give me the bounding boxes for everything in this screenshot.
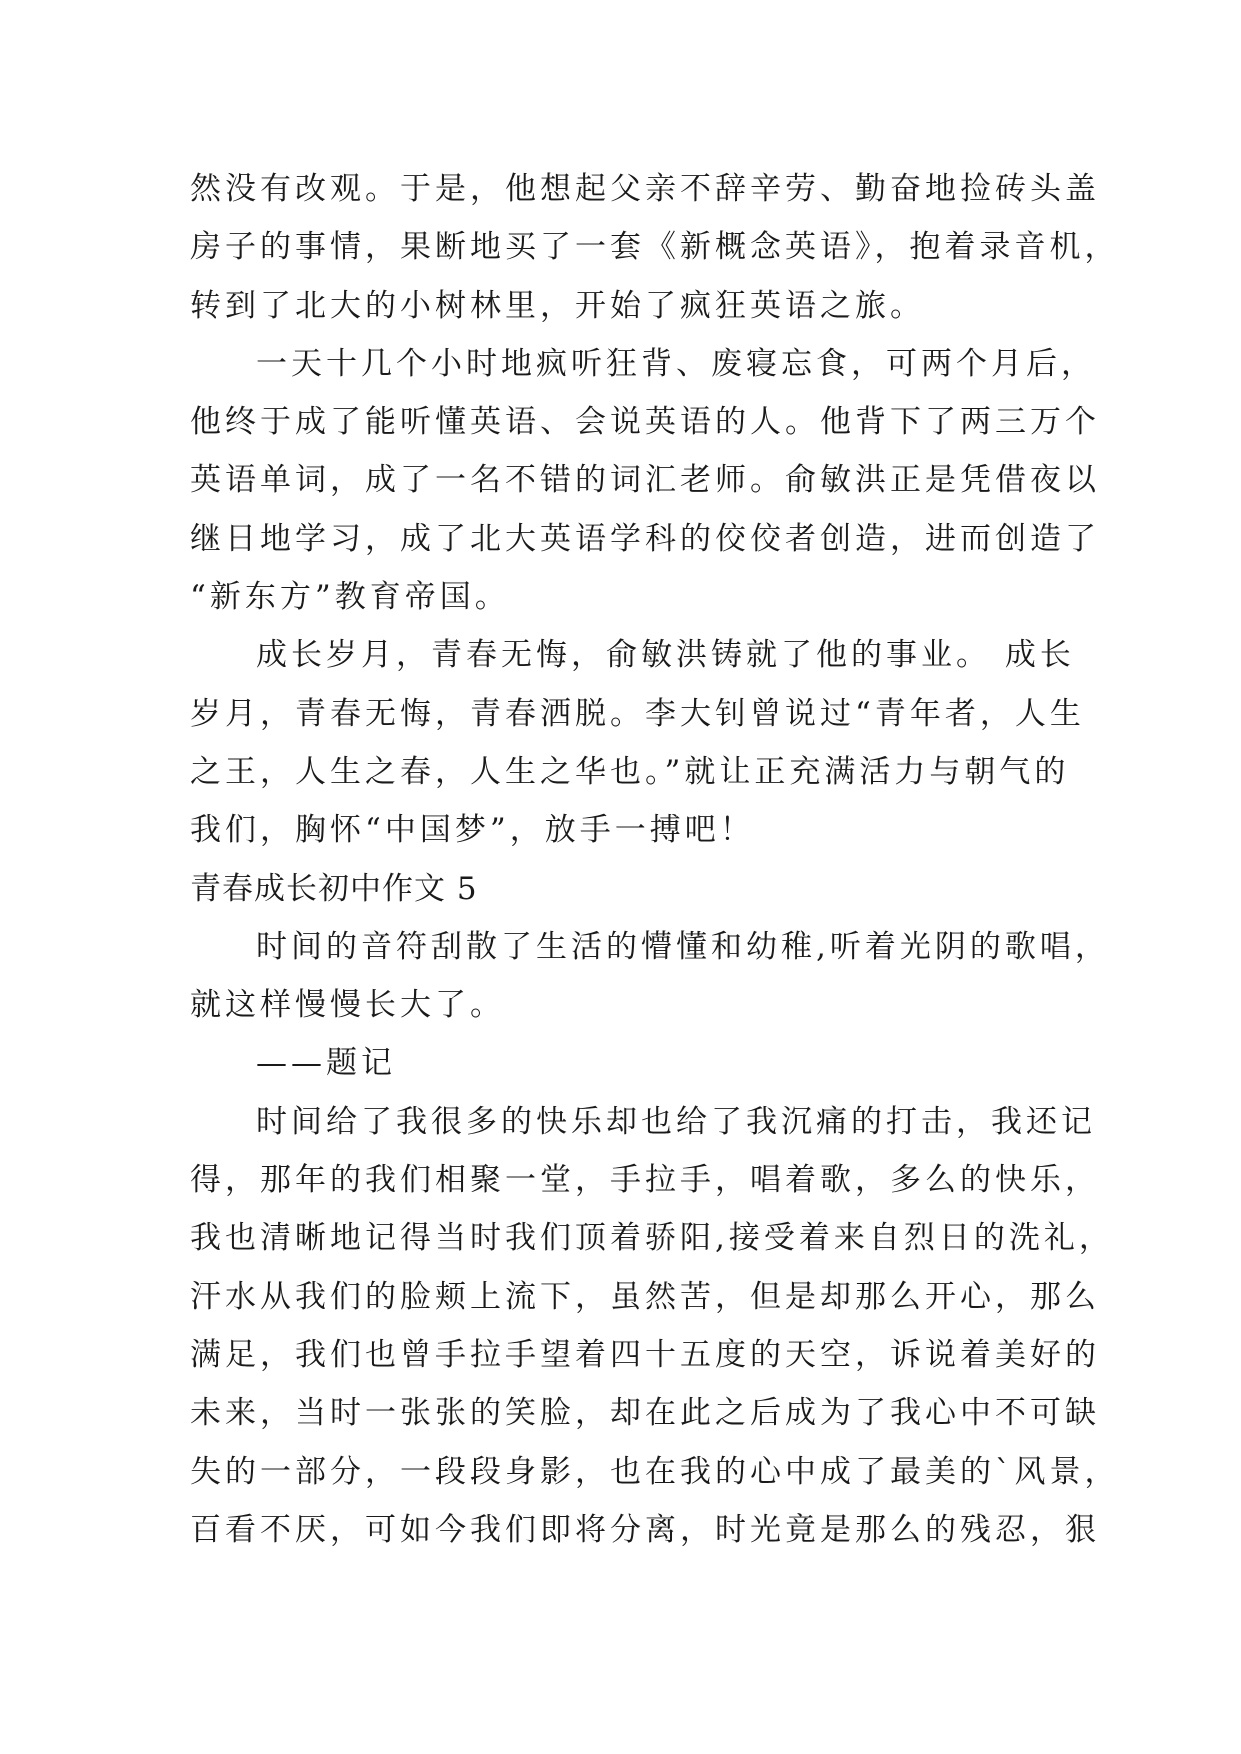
text-line: 岁月，青春无悔，青春洒脱。李大钊曾说过“青年者，人生	[190, 695, 1085, 732]
text-line: 百看不厌，可如今我们即将分离，时光竟是那么的残忍，狠	[190, 1511, 1100, 1548]
text-line: 一天十几个小时地疯听狂背、废寝忘食，可两个月后，	[256, 345, 1096, 382]
text-line: 之王，人生之春，人生之华也。”就让正充满活力与朝气的	[190, 753, 1070, 790]
text-line: “新东方”教育帝国。	[190, 579, 510, 616]
text-line: 继日地学习，成了北大英语学科的佼佼者创造，进而创造了	[190, 520, 1100, 557]
text-line: 我也清晰地记得当时我们顶着骄阳,接受着来自烈日的洗礼，	[190, 1220, 1114, 1257]
text-line: 汗水从我们的脸颊上流下，虽然苦，但是却那么开心，那么	[190, 1278, 1100, 1315]
text-line: ——题记	[256, 1045, 396, 1082]
text-line: 就这样慢慢长大了。	[190, 987, 505, 1024]
text-line: 成长岁月，青春无悔，俞敏洪铸就了他的事业。 成长	[256, 637, 1075, 674]
text-line: 然没有改观。于是，他想起父亲不辞辛劳、勤奋地捡砖头盖	[190, 171, 1100, 207]
text-line: 时间的音符刮散了生活的懵懂和幼稚,听着光阴的歌唱，	[256, 928, 1110, 965]
text-line: 未来，当时一张张的笑脸，却在此之后成为了我心中不可缺	[190, 1395, 1100, 1432]
section-heading: 青春成长初中作文 5	[190, 870, 478, 907]
document-body	[190, 160, 1120, 1559]
text-line: 转到了北大的小树林里，开始了疯狂英语之旅。	[190, 287, 925, 324]
text-line: 失的一部分，一段段身影，也在我的心中成了最美的`风景，	[190, 1453, 1120, 1490]
text-line: 得，那年的我们相聚一堂，手拉手，唱着歌，多么的快乐，	[190, 1162, 1100, 1199]
text-line: 我们，胸怀“中国梦”，放手一搏吧！	[190, 812, 755, 849]
text-line: 房子的事情，果断地买了一套《新概念英语》，抱着录音机，	[190, 229, 1120, 266]
text-line: 他终于成了能听懂英语、会说英语的人。他背下了两三万个	[190, 404, 1100, 441]
text-line: 满足，我们也曾手拉手望着四十五度的天空，诉说着美好的	[190, 1336, 1100, 1373]
text-line: 英语单词，成了一名不错的词汇老师。俞敏洪正是凭借夜以	[190, 462, 1100, 499]
text-line: 时间给了我很多的快乐却也给了我沉痛的打击，我还记	[256, 1103, 1096, 1140]
